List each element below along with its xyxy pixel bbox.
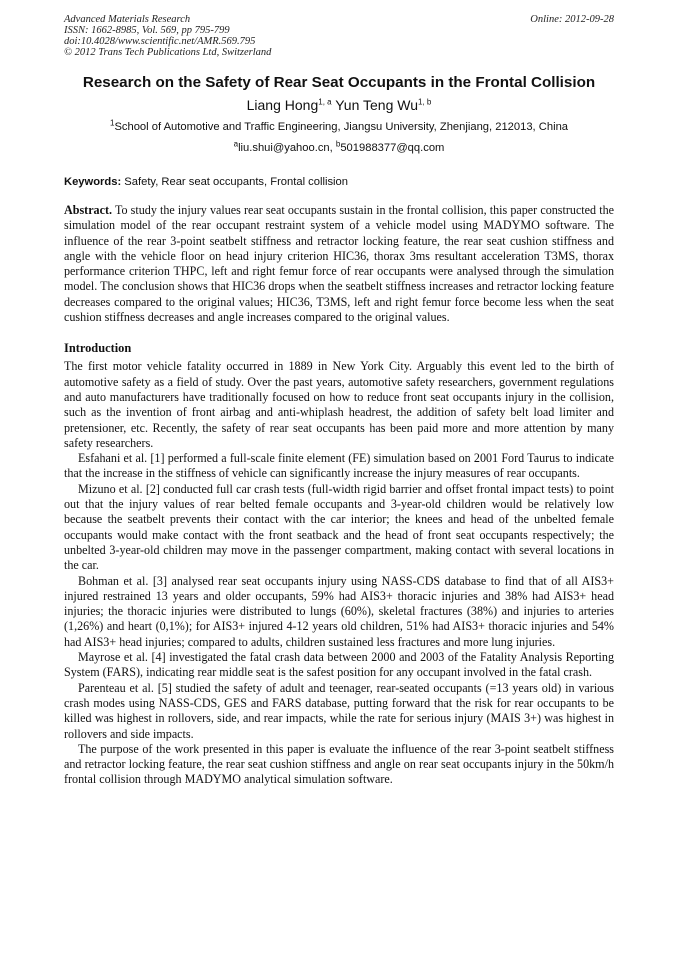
keywords-text: Safety, Rear seat occupants, Frontal collision [121, 176, 348, 188]
paragraph: Parenteau et al. [5] studied the safety of adult and teenager, rear-seated occupants (=13 years old) in various crash modes using NASS-CDS, GES and FARS database, putting forward that the risk for rear occupants to be killed was highest in rollovers, side, and rear impacts, while the rate for serious injury (MAIS 3+) was highest in rollovers and side impacts. [64, 680, 614, 741]
paper-page [64, 14, 614, 788]
journal-name: Advanced Materials Research [64, 14, 191, 25]
copyright-line: © 2012 Trans Tech Publications Ltd, Switzerland [64, 47, 272, 58]
abstract-text: To study the injury values rear seat occupants sustain in the frontal collision, this paper constructed the simulation model of the rear occupant restraint system of a vehicle model using MADYMO software. The influence of the rear 3-point seatbelt stiffness and retractor locking feature, the rear seat cushion stiffness and angle with the vehicle floor on head injury criterion HIC36, thorax 3ms resultant acceleration T3MS, thorax performance criterion THPC, left and right femur force of rear occupants were analysed through the simulation model. The conclusion shows that HIC36 drops when the seatbelt stiffness increases and retractor locking feature decreases compared to the original values; HIC36, T3MS, left and right femur force become less when the seat cushion stiffness decreases and angle increases compared to the original values. [64, 203, 614, 325]
author-emails [64, 141, 614, 155]
email-superscript: b [335, 139, 341, 149]
introduction-body [64, 359, 614, 787]
paragraph: The first motor vehicle fatality occurred in 1889 in New York City. Arguably this event led to the birth of automotive safety as a field of study. Over the past years, automotive safety researchers, government regulations and auto manufacturers have traditionally focused on how to reduce front seat occupants injury in the collision, such as the invention of front airbag and anti-whiplash headrest, the addition of safety belt load limiter and pretensioner, etc. Recently, the safety of rear seat occupants has been paid more and more attention by many safety researchers. [64, 359, 614, 450]
keywords-label: Keywords: [64, 176, 122, 188]
affiliation-superscript: 1 [109, 118, 115, 128]
email-address: liu.shui@yahoo.cn, [238, 142, 336, 154]
affiliation-text: School of Automotive and Traffic Engineering, Jiangsu University, Zhenjiang, 212013, China [114, 121, 569, 133]
author-superscript: 1, b [418, 97, 432, 107]
author-line [64, 96, 614, 114]
abstract-label: Abstract. [64, 203, 113, 217]
paragraph: Mayrose et al. [4] investigated the fatal crash data between 2000 and 2003 of the Fatality Analysis Reporting System (FARS), indicating rear middle seat is the safest position for any occupant involved in the fatal crash. [64, 650, 614, 680]
paper-title: Research on the Safety of Rear Seat Occupants in the Frontal Collision [82, 74, 596, 91]
section-heading: Introduction [64, 341, 132, 356]
paragraph: Esfahani et al. [1] performed a full-scale finite element (FE) simulation based on 2001 Ford Taurus to indicate that the increase in the stiffness of vehicle can significantly increase the injury measures of rear occupants. [64, 451, 614, 481]
journal-header [64, 14, 614, 58]
affiliation [64, 120, 614, 134]
issn-line: ISSN: 1662-8985, Vol. 569, pp 795-799 [64, 25, 230, 36]
email-address: 501988377@qq.com [340, 142, 445, 154]
keywords [64, 175, 614, 189]
email-superscript: a [233, 139, 239, 149]
doi-line: doi:10.4028/www.scientific.net/AMR.569.795 [64, 36, 256, 47]
paragraph: Bohman et al. [3] analysed rear seat occupants injury using NASS-CDS database to find that of all AIS3+ injured restrained 13 years and older occupants, 59% had AIS3+ thoracic injuries and 38% had AIS3+ head injuries; the thoracic injuries were distributed to lungs (60%), skeletal fractures (38%) and injuries to arteries (1,26%) and heart (0,1%); for AIS3+ injured 4-12 years old children, 51% had AIS3+ thoracic injuries and 54% had AIS3+ head injuries; compared to adults, children sustained less fractures and more lung injuries. [64, 573, 614, 649]
paragraph: Mizuno et al. [2] conducted full car crash tests (full-width rigid barrier and offset frontal impact tests) to point out that the injury values of rear belted female occupants and 3-year-old children would be relatively low because the seatbelt prevents their contact with the car interior; the knees and head of the unbelted female occupants would make contact with the front seatback and the head of front seat occupants respectively; the unbelted 3-year-old children may move in the passenger compartment, making contact with several locations in the car. [64, 481, 614, 573]
author-name: Liang Hong [246, 97, 319, 113]
author-name: Yun Teng Wu [335, 97, 419, 113]
online-date: Online: 2012-09-28 [530, 14, 614, 25]
paragraph: The purpose of the work presented in this paper is evaluate the influence of the rear 3-point seatbelt stiffness and retractor locking feature, the rear seat cushion stiffness and angle on rear seat occupants injury in the 50km/h frontal collision through MADYMO analytical simulation software. [64, 741, 614, 787]
author-superscript: 1, a [318, 97, 332, 107]
abstract [64, 203, 614, 325]
